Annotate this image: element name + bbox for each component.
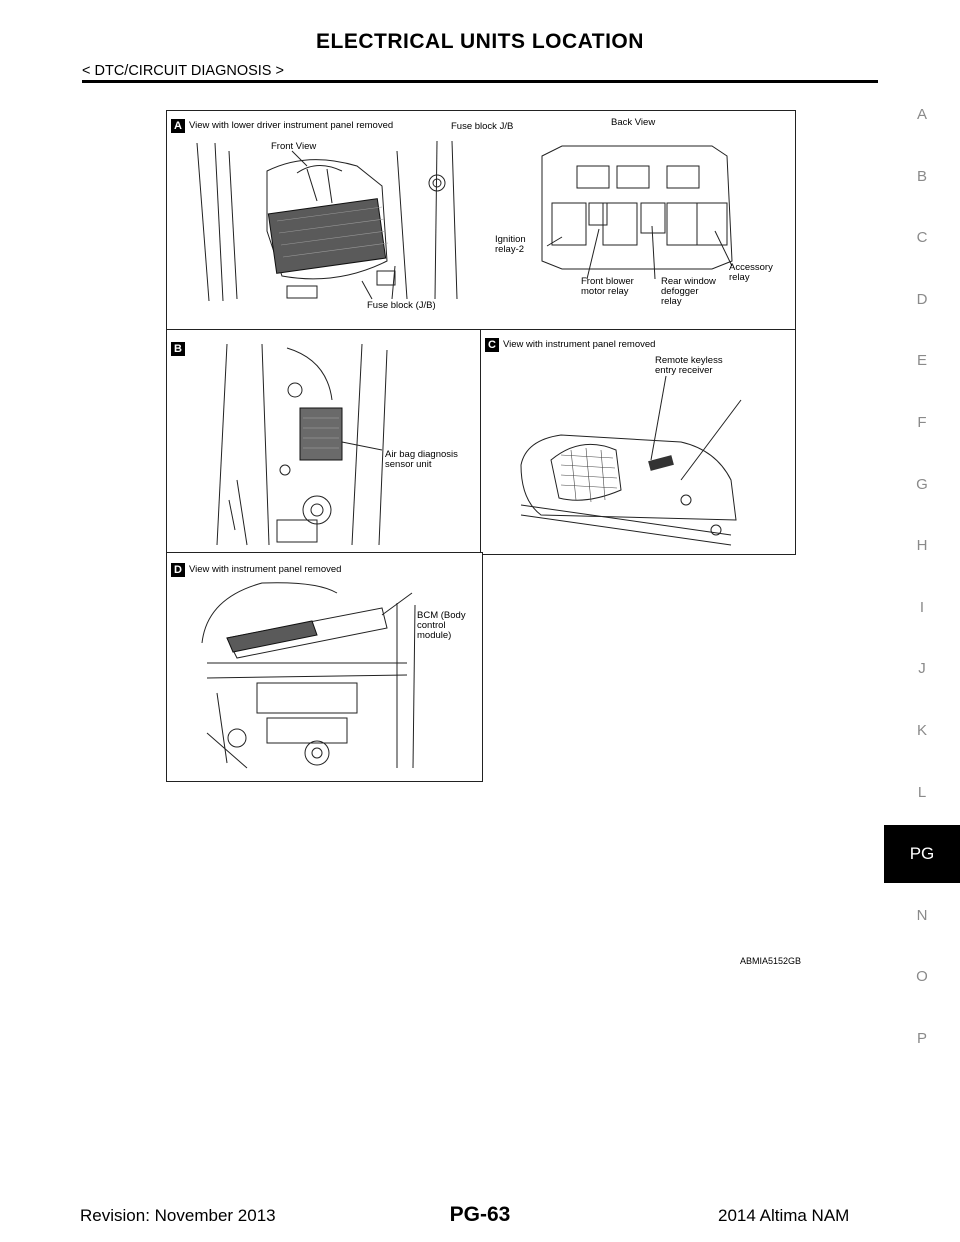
side-tab-e[interactable]: E [916,352,927,370]
side-tab-k[interactable]: K [916,722,927,739]
panel-c [480,329,796,555]
panel-c-badge: C [485,338,499,352]
panel-c-caption: View with instrument panel removed [503,339,656,350]
side-tab-p[interactable]: P [916,1030,927,1047]
bcm-label: BCM (Body control module) [417,610,466,641]
fuse-block-jb-paren-label: Fuse block (J/B) [367,300,436,311]
side-tab-j[interactable]: J [918,660,926,678]
panel-d [166,552,483,782]
rear-window-relay-label: Rear window defogger relay [661,276,716,307]
ignition-relay-label: Ignition relay-2 [495,234,526,255]
front-view-label: Front View [271,141,317,152]
side-tab-i[interactable]: I [919,598,925,616]
side-tab-h[interactable]: H [916,537,928,555]
side-tab-l[interactable]: L [917,783,927,801]
model-year: 2014 Altima NAM [718,1206,850,1225]
airbag-sensor-label: Air bag diagnosis sensor unit [385,449,458,470]
fuse-block-jb-label: Fuse block J/B [451,121,514,132]
side-tab-b[interactable]: B [916,167,927,185]
page-title: ELECTRICAL UNITS LOCATION [316,30,644,53]
side-tab-d[interactable]: D [916,290,928,308]
image-code: ABMIA5152GB [740,956,802,966]
electrical-units-figure [166,110,796,780]
revision-date: Revision: November 2013 [80,1206,276,1225]
panel-b [166,329,483,555]
header-rule [82,80,878,83]
side-tab-pg[interactable]: PG [884,825,960,883]
back-view-label: Back View [611,117,656,128]
panel-d-illustration [167,553,482,781]
panel-b-illustration [167,330,482,554]
remote-keyless-receiver-label: Remote keyless entry receiver [655,355,723,376]
side-tab-c[interactable]: C [916,229,928,247]
section-subtitle: < DTC/CIRCUIT DIAGNOSIS > [82,63,284,79]
side-tab-a[interactable]: A [916,106,927,123]
panel-a-badge: A [171,119,185,133]
side-tab-f[interactable]: F [917,414,927,431]
panel-a-caption: View with lower driver instrument panel removed [189,120,394,131]
panel-c-illustration [481,330,795,554]
panel-d-badge: D [171,563,185,577]
side-tab-g[interactable]: G [916,475,928,493]
panel-b-badge: B [171,342,185,356]
accessory-relay-label: Accessory relay [729,262,773,283]
panel-d-caption: View with instrument panel removed [189,564,342,575]
side-tab-o[interactable]: O [916,968,928,986]
panel-a [166,110,796,332]
front-blower-relay-label: Front blower motor relay [581,276,634,297]
side-tab-n[interactable]: N [916,906,928,924]
page-number: PG-63 [449,1203,511,1226]
